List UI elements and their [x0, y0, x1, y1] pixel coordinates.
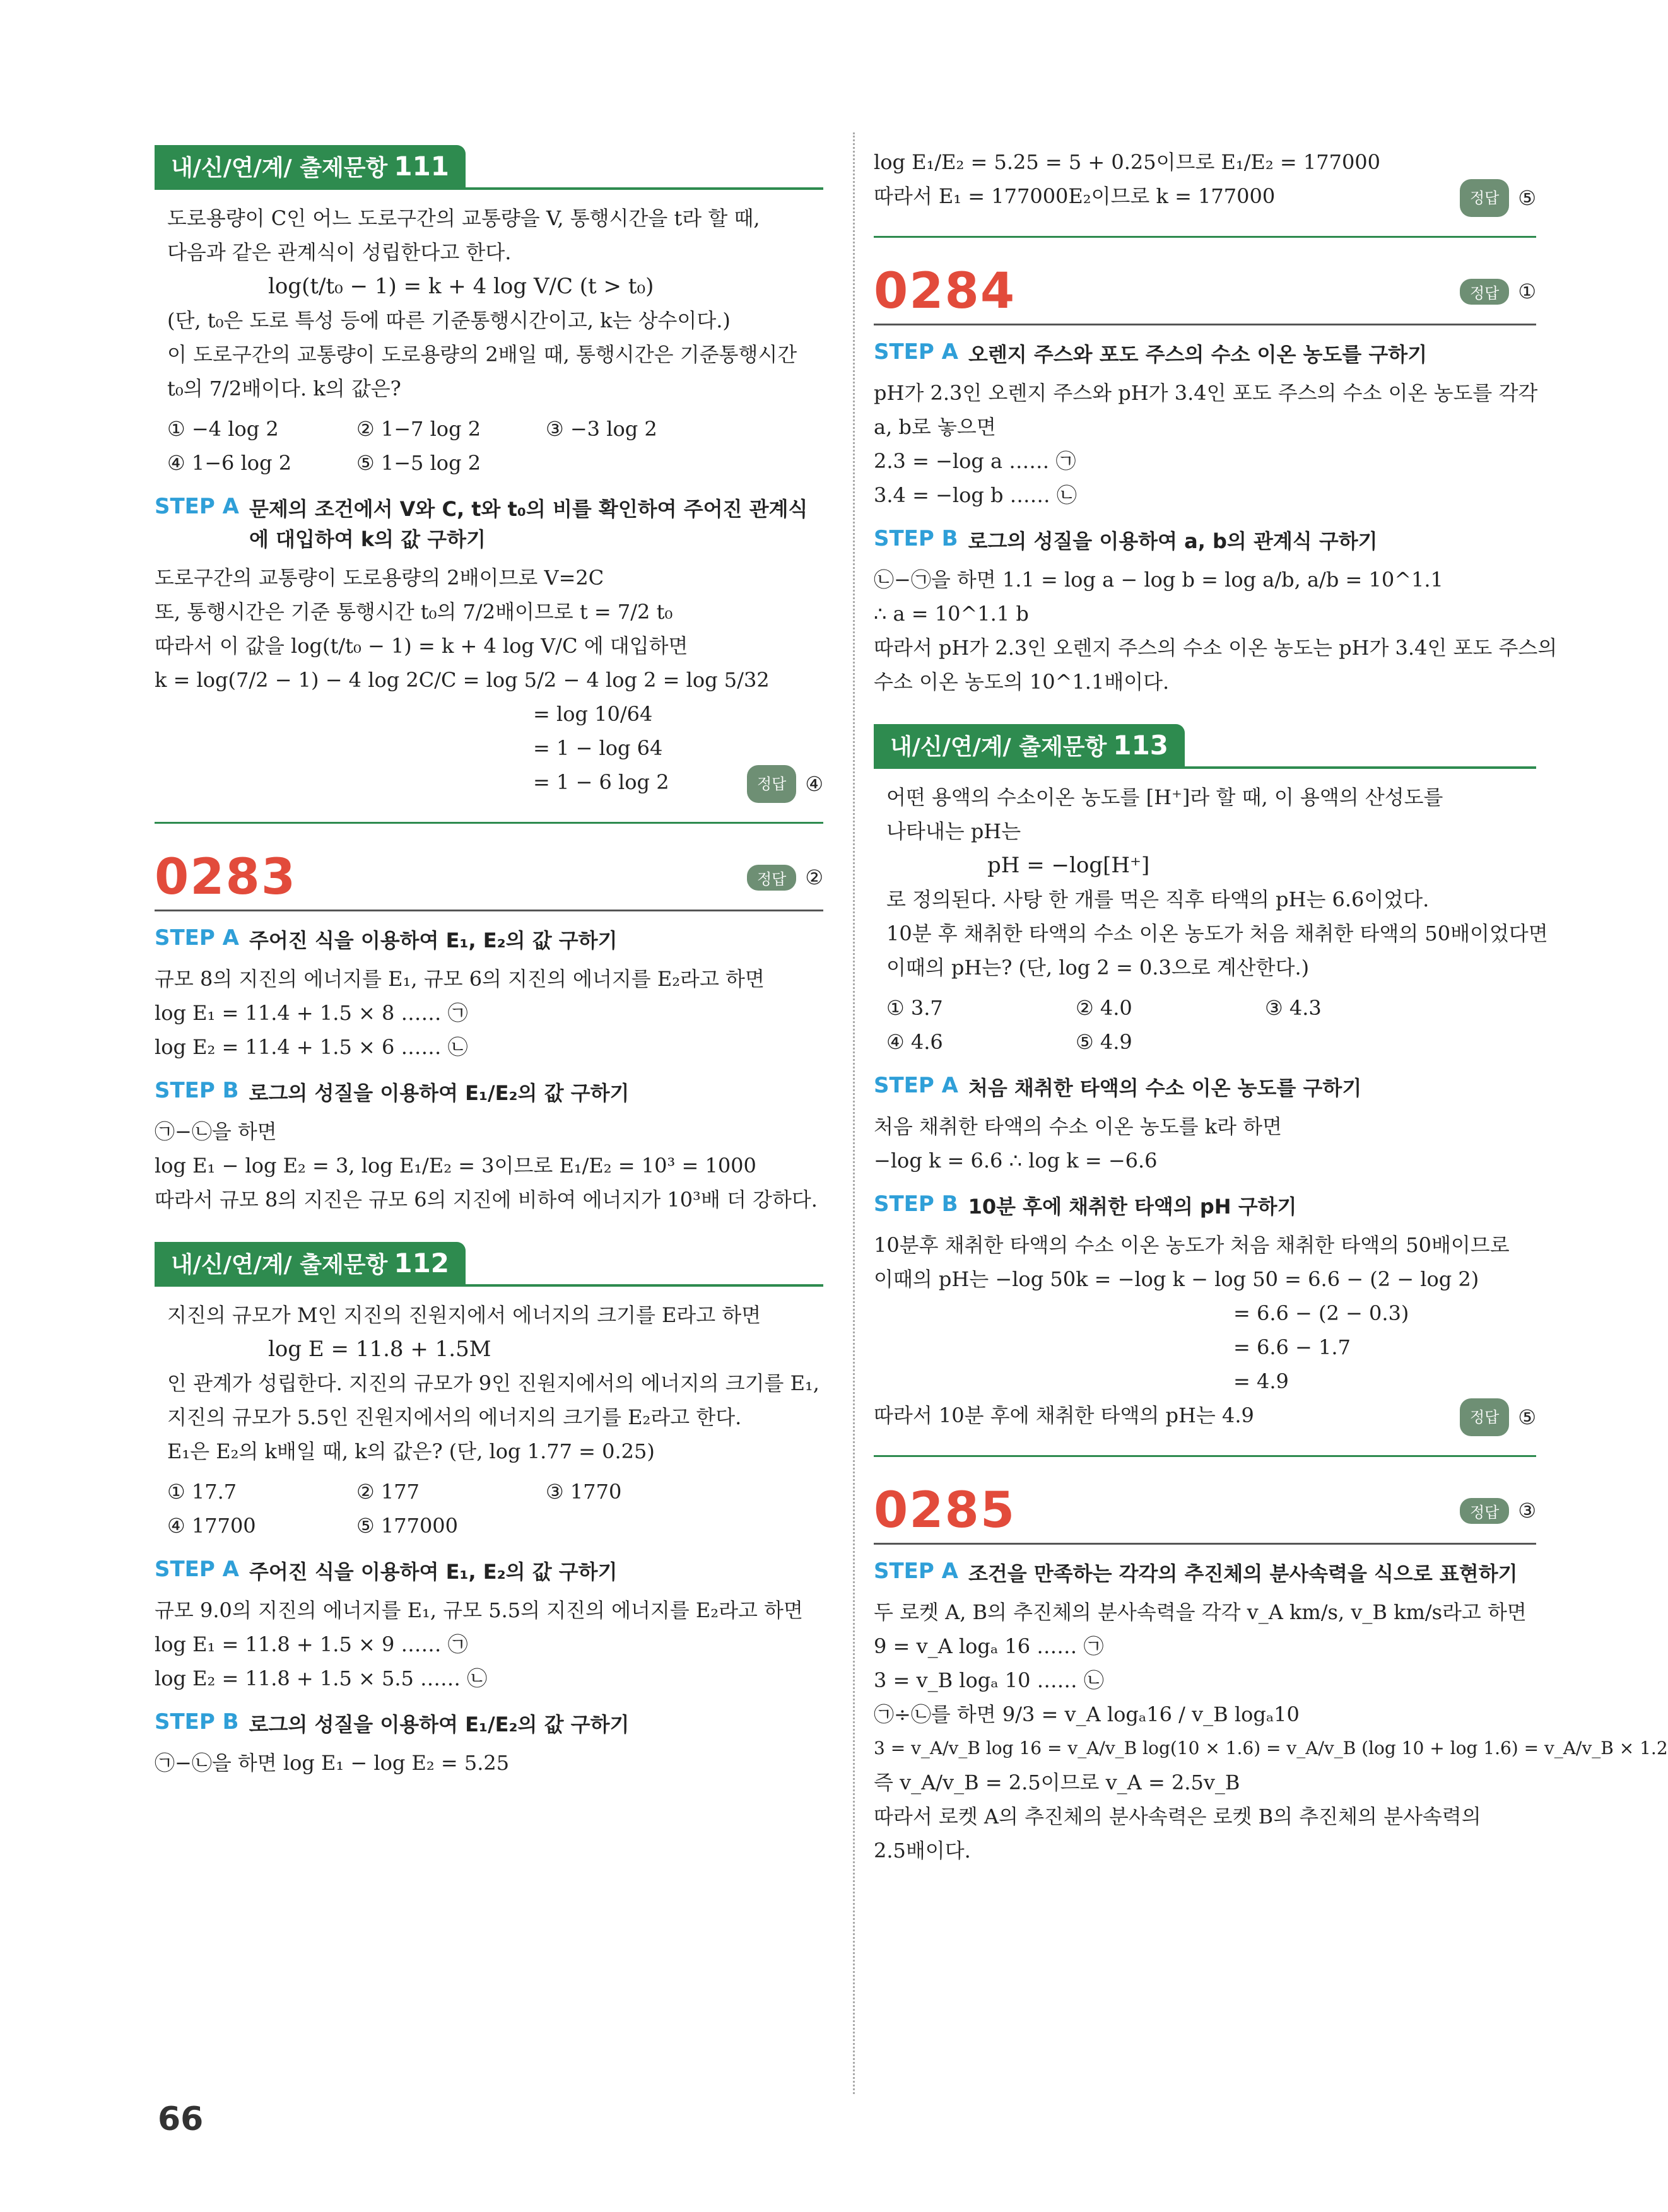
spacer [155, 1217, 823, 1242]
step-a-body [155, 1593, 823, 1695]
solution-line: 처음 채취한 타액의 수소 이온 농도를 k라 하면 [874, 1115, 1283, 1138]
question-line: 로 정의된다. 사탕 한 개를 먹은 직후 타액의 pH는 6.6이었다. [886, 887, 1430, 911]
solution-line: log E₂ = 11.4 + 1.5 × 6 …… ㉡ [155, 1035, 468, 1059]
box-header [155, 145, 823, 190]
problem-number: 0283 [155, 849, 297, 906]
solution-line: = 4.9 [1233, 1369, 1289, 1393]
question-line: (단, t₀은 도로 특성 등에 따른 기준통행시간이고, k는 상수이다.) [167, 308, 731, 332]
step-title: 주어진 식을 이용하여 E₁, E₂의 값 구하기 [249, 1560, 618, 1584]
step-label: STEP A [155, 1557, 239, 1582]
step-a [155, 494, 823, 554]
choice: ④ 4.6 [886, 1030, 943, 1054]
solution-line: = 1 − log 64 [533, 736, 663, 760]
left-column [155, 145, 823, 1780]
solution-line: log E₁ = 11.8 + 1.5 × 9 …… ㉠ [155, 1632, 468, 1656]
solution-line: 수소 이온 농도의 10^1.1배이다. [874, 670, 1170, 694]
right-column [874, 145, 1668, 1868]
step-a [155, 1557, 823, 1587]
box-header [874, 724, 1536, 769]
choice: ④ 1−6 log 2 [167, 451, 292, 475]
solution-line: 2.3 = −log a …… ㉠ [874, 449, 1076, 473]
solution-line: 3 = v_B logₐ 10 …… ㉡ [874, 1668, 1104, 1692]
solution-line: 3 = v_A/v_B log 16 = v_A/v_B log(10 × 1.6) = v_A/v_B (log 10 + log 1.6) = v_A/v_B × 1.2 [874, 1738, 1668, 1758]
step-a [874, 1559, 1536, 1589]
step-title: 문제의 조건에서 V와 C, t와 t₀의 비를 확인하여 주어진 관계식에 대입하여 k의 값 구하기 [249, 497, 808, 551]
solution-line: ∴ a = 10^1.1 b [874, 602, 1029, 626]
choice: ① 17.7 [167, 1480, 237, 1504]
choice: ③ 1770 [546, 1480, 622, 1504]
step-title: 로그의 성질을 이용하여 E₁/E₂의 값 구하기 [249, 1081, 630, 1105]
solution-line: log E₁ = 11.4 + 1.5 × 8 …… ㉠ [155, 1001, 468, 1025]
answer [1460, 179, 1536, 217]
answer-value: ⑤ [1518, 1405, 1536, 1429]
answer-badge: 정답 [747, 765, 796, 803]
solution-line: 10분후 채취한 타액의 수소 이온 농도가 처음 채취한 타액의 50배이므로 [874, 1233, 1510, 1257]
solution-line: 즉 v_A/v_B = 2.5이므로 v_A = 2.5v_B [874, 1770, 1240, 1794]
step-title: 조건을 만족하는 각각의 추진체의 분사속력을 식으로 표현하기 [968, 1562, 1518, 1586]
section-divider [155, 822, 823, 824]
answer-value: ③ [1518, 1499, 1536, 1523]
solution-line: 이때의 pH는 −log 50k = −log k − log 50 = 6.6 − (2 − log 2) [874, 1267, 1479, 1291]
answer-choices [167, 412, 812, 480]
page-number: 66 [158, 2100, 204, 2138]
problem-0284 [874, 263, 1558, 699]
solution-line: 따라서 이 값을 log(t/t₀ − 1) = k + 4 log V/C 에 대입하면 [155, 634, 688, 658]
step-label: STEP A [155, 494, 239, 519]
column-divider [853, 132, 855, 2094]
answer-value: ② [805, 865, 823, 889]
step-b [155, 1078, 823, 1108]
solution-line: 3.4 = −log b …… ㉡ [874, 483, 1077, 507]
step-b [155, 1709, 823, 1740]
solution-line: 따라서 규모 8의 지진은 규모 6의 지진에 비하여 에너지가 10³배 더 강하다. [155, 1188, 818, 1212]
problem-header [155, 849, 823, 911]
section-divider [874, 236, 1536, 238]
step-title: 로그의 성질을 이용하여 a, b의 관계식 구하기 [968, 529, 1378, 553]
question-line: E₁은 E₂의 k배일 때, k의 값은? (단, log 1.77 = 0.25) [167, 1439, 655, 1463]
linked-question-113 [874, 724, 1548, 1436]
solution-line: 2.5배이다. [874, 1839, 971, 1863]
step-b [874, 526, 1536, 556]
answer [1460, 1498, 1536, 1524]
problem-0283 [155, 849, 823, 1217]
solution-final: 따라서 10분 후에 채취한 타액의 pH는 4.9 정답 ⑤ [874, 1398, 1536, 1436]
step-title: 오렌지 주스와 포도 주스의 수소 이온 농도를 구하기 [968, 342, 1428, 366]
solution-line: 규모 9.0의 지진의 에너지를 E₁, 규모 5.5의 지진의 에너지를 E₂라고 하면 [155, 1598, 803, 1622]
answer-badge: 정답 [747, 865, 796, 891]
step-a-body [155, 962, 823, 1064]
question-line: 이 도로구간의 교통량이 도로용량의 2배일 때, 통행시간은 기준통행시간 [167, 342, 797, 366]
answer [747, 765, 823, 803]
step-title: 처음 채취한 타액의 수소 이온 농도를 구하기 [968, 1076, 1362, 1100]
answer-value: ④ [805, 772, 823, 796]
solution-line: = 6.6 − 1.7 [1233, 1335, 1351, 1359]
choice: ⑤ 177000 [356, 1514, 459, 1538]
solution-final: 따라서 E₁ = 177000E₂이므로 k = 177000 정답 ⑤ [874, 179, 1536, 217]
spacer [874, 699, 1536, 724]
solution-line: −log k = 6.6 ∴ log k = −6.6 [874, 1149, 1158, 1173]
problem-number: 0284 [874, 263, 1016, 320]
linked-question-111 [155, 145, 823, 803]
solution-line: 도로구간의 교통량이 도로용량의 2배이므로 V=2C [155, 566, 604, 590]
linked-question-112 [155, 1242, 823, 1780]
problem-header [874, 1482, 1536, 1545]
solution-line: 따라서 로켓 A의 추진체의 분사속력은 로켓 B의 추진체의 분사속력의 [874, 1805, 1481, 1829]
step-label: STEP A [155, 925, 239, 951]
step-a-body [874, 1595, 1668, 1868]
solution-line: log E₁ − log E₂ = 3, log E₁/E₂ = 3이므로 E₁/E₂ = 10³ = 1000 [155, 1154, 756, 1178]
choice: ① −4 log 2 [167, 417, 279, 441]
section-divider [874, 1455, 1536, 1457]
question-line: 이때의 pH는? (단, log 2 = 0.3으로 계산한다.) [886, 956, 1310, 980]
step-b-body [155, 1746, 823, 1780]
answer-badge: 정답 [1460, 1498, 1509, 1524]
step-a [155, 925, 823, 956]
problem-number: 0285 [874, 1482, 1016, 1539]
choice: ② 1−7 log 2 [356, 417, 481, 441]
choice: ③ 4.3 [1265, 996, 1322, 1020]
box-tag: 내/신/연/계/ 출제문항 111 [155, 145, 466, 187]
choice: ④ 17700 [167, 1514, 256, 1538]
choice: ⑤ 1−5 log 2 [356, 451, 481, 475]
solution-line: k = log(7/2 − 1) − 4 log 2C/C = log 5/2 − 4 log 2 = log 5/32 [155, 668, 770, 692]
box-header [155, 1242, 823, 1287]
solution-line: ㉠−㉡을 하면 [155, 1120, 277, 1144]
step-label: STEP B [155, 1078, 239, 1103]
answer [1460, 279, 1536, 305]
answer-value: ⑤ [1518, 186, 1536, 210]
question-line: 인 관계가 성립한다. 지진의 규모가 9인 진원지에서의 에너지의 크기를 E₁, [167, 1371, 819, 1395]
solution-final: = 1 − 6 log 2 정답 ④ [155, 765, 823, 803]
solution-line: ㉡−㉠을 하면 1.1 = log a − log b = log a/b, a/b = 10^1.1 [874, 568, 1443, 592]
continued-body [874, 145, 1536, 217]
question-line: 지진의 규모가 M인 지진의 진원지에서 에너지의 크기를 E라고 하면 [167, 1303, 761, 1327]
solution-line: 규모 8의 지진의 에너지를 E₁, 규모 6의 지진의 에너지를 E₂라고 하면 [155, 967, 765, 991]
answer-choices [886, 991, 1525, 1059]
solution-line: = log 10/64 [533, 702, 653, 726]
question-formula: log(t/t₀ − 1) = k + 4 log V/C (t > t₀) [268, 274, 654, 299]
answer-value: ① [1518, 279, 1536, 303]
solution-line: 또, 통행시간은 기준 통행시간 t₀의 7/2배이므로 t = 7/2 t₀ [155, 600, 673, 624]
step-a [874, 339, 1536, 370]
question-body [155, 201, 823, 480]
step-title: 주어진 식을 이용하여 E₁, E₂의 값 구하기 [249, 928, 618, 952]
step-label: STEP B [155, 1709, 239, 1735]
answer-badge: 정답 [1460, 279, 1509, 305]
question-line: 다음과 같은 관계식이 성립한다고 한다. [167, 240, 512, 264]
solution-line: log E₁/E₂ = 5.25 = 5 + 0.25이므로 E₁/E₂ = 177000 [874, 150, 1381, 174]
problem-header [874, 263, 1536, 325]
solution-line: 9 = v_A logₐ 16 …… ㉠ [874, 1634, 1104, 1658]
answer [1460, 1398, 1536, 1436]
step-a-body [874, 376, 1536, 512]
question-line: 도로용량이 C인 어느 도로구간의 교통량을 V, 통행시간을 t라 할 때, [167, 206, 760, 230]
choice: ② 4.0 [1076, 996, 1132, 1020]
step-label: STEP B [874, 1191, 958, 1217]
solution-line: log E₂ = 11.8 + 1.5 × 5.5 …… ㉡ [155, 1666, 488, 1690]
problem-0285 [874, 1482, 1668, 1868]
step-label: STEP A [874, 339, 958, 365]
question-line: 지진의 규모가 5.5인 진원지에서의 에너지의 크기를 E₂라고 한다. [167, 1405, 742, 1429]
box-tag: 내/신/연/계/ 출제문항 112 [155, 1242, 466, 1284]
solution-line: a, b로 놓으면 [874, 415, 996, 439]
continued-solution [874, 145, 1536, 217]
choice: ⑤ 4.9 [1076, 1030, 1132, 1054]
answer-badge: 정답 [1460, 1398, 1509, 1436]
solution [155, 561, 823, 803]
question-line: 나타내는 pH는 [886, 819, 1021, 843]
question-body [155, 1298, 823, 1543]
answer [747, 865, 823, 891]
question-line: 10분 후 채취한 타액의 수소 이온 농도가 처음 채취한 타액의 50배이었다면 [886, 922, 1548, 945]
question-formula: log E = 11.8 + 1.5M [268, 1337, 491, 1362]
box-tag: 내/신/연/계/ 출제문항 113 [874, 724, 1185, 766]
question-line: t₀의 7/2배이다. k의 값은? [167, 377, 401, 401]
step-label: STEP B [874, 526, 958, 551]
solution-line: = 6.6 − (2 − 0.3) [1233, 1301, 1409, 1325]
answer-badge: 정답 [1460, 179, 1509, 217]
step-a [874, 1073, 1536, 1103]
choice: ③ −3 log 2 [546, 417, 657, 441]
solution-line: 두 로켓 A, B의 추진체의 분사속력을 각각 v_A km/s, v_B km/s라고 하면 [874, 1600, 1527, 1624]
step-a-body [874, 1109, 1536, 1178]
choice: ① 3.7 [886, 996, 943, 1020]
step-title: 로그의 성질을 이용하여 E₁/E₂의 값 구하기 [249, 1712, 630, 1736]
solution-line: pH가 2.3인 오렌지 주스와 pH가 3.4인 포도 주스의 수소 이온 농도를 각각 [874, 381, 1538, 405]
solution-line: ㉠÷㉡를 하면 9/3 = v_A logₐ16 / v_B logₐ10 [874, 1702, 1300, 1726]
question-line: 어떤 용액의 수소이온 농도를 [H⁺]라 할 때, 이 용액의 산성도를 [886, 785, 1443, 809]
step-b [874, 1191, 1536, 1222]
choice: ② 177 [356, 1480, 420, 1504]
step-b-body [155, 1115, 823, 1217]
step-b-body [874, 1228, 1536, 1436]
step-label: STEP A [874, 1073, 958, 1098]
question-formula: pH = −log[H⁺] [987, 853, 1150, 878]
solution-line: 따라서 pH가 2.3인 오렌지 주스의 수소 이온 농도는 pH가 3.4인 포도 주스의 [874, 636, 1558, 660]
step-label: STEP A [874, 1559, 958, 1584]
answer-choices [167, 1475, 812, 1543]
question-body [874, 780, 1548, 1059]
solution-line: ㉠−㉡을 하면 log E₁ − log E₂ = 5.25 [155, 1751, 510, 1775]
step-title: 10분 후에 채취한 타액의 pH 구하기 [968, 1195, 1297, 1219]
step-b-body [874, 563, 1558, 699]
